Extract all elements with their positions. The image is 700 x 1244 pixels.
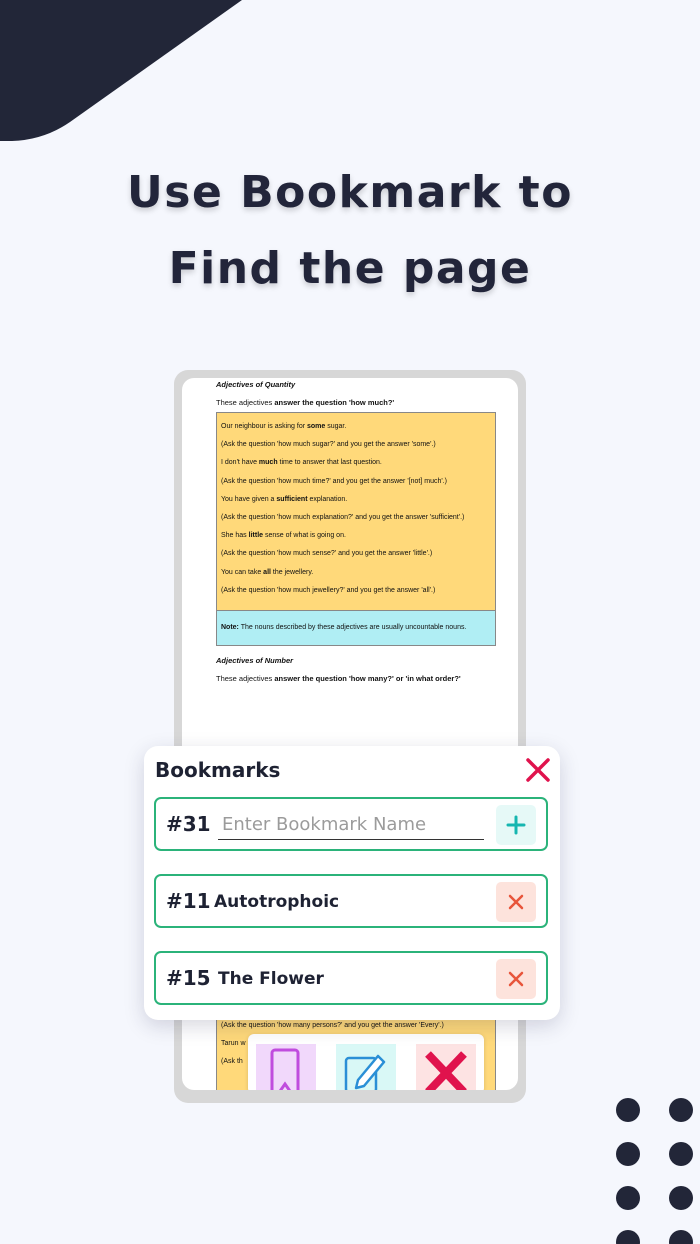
examples-box [217,413,495,610]
headline-line-1: Use Bookmark to [127,167,573,218]
intro-bold: answer the question 'how much?' [274,398,395,407]
example-text: (Ask the question 'how much jewellery?' and you get the answer 'all'.) [221,586,436,594]
new-bookmark-row [154,797,548,851]
bookmark-item[interactable] [154,951,548,1005]
decorative-corner-shape [0,0,245,145]
section-heading-2: Adjectives of Number [216,656,294,665]
example-line [221,496,347,503]
delete-bookmark-button[interactable] [496,882,536,922]
close-icon [524,756,552,784]
example-bold: some [307,423,326,430]
bookmark-page-number: #11 [166,889,211,913]
bookmark-item[interactable] [154,874,548,928]
headline-line-2: Find the page [168,243,532,294]
example-text-end: sugar. [325,423,347,430]
section-intro-2 [216,674,461,683]
bookmark-name: The Flower [218,969,324,989]
example-text: (Ask the question 'how much sense?' and you get the answer 'little'.) [221,550,433,558]
page-toolbar [248,1034,484,1090]
example-text-end: explanation. [307,495,348,503]
example-line: (Ask th [221,1058,243,1065]
example-line [221,459,382,466]
example-bold: all [263,568,271,576]
intro-bold-2: answer the question 'how many?' or 'in what order?' [274,674,461,683]
delete-tool-button[interactable] [416,1044,476,1090]
bookmarks-title: Bookmarks [155,758,281,782]
example-text: (Ask the question 'how much sugar?' and you get the answer 'some'.) [221,441,436,449]
bookmark-name: Autotrophoic [214,892,340,912]
example-line [221,532,346,539]
example-line [221,423,346,430]
intro-text: These adjectives [216,398,275,407]
bookmark-name-input[interactable] [218,809,484,840]
example-text-end: sense of what is going on. [263,532,346,540]
example-line [221,441,436,448]
example-line [221,478,447,485]
close-icon [508,894,524,910]
example-bold: much [258,459,278,467]
example-line [221,550,432,557]
note-text: The nouns described by these adjectives are usually uncountable nouns. [238,624,467,631]
edit-icon [336,1044,396,1090]
delete-bookmark-button[interactable] [496,959,536,999]
example-bold: little [248,532,264,540]
decorative-dots [616,1098,700,1244]
example-text: Our neighbour is asking for [221,423,307,430]
example-line: (Ask the question 'how many persons?' and you get the answer 'Every'.) [221,1022,444,1029]
example-line: Tarun w [221,1040,246,1047]
new-bookmark-page-number: #31 [166,812,211,836]
close-icon [508,971,524,987]
intro-text-2: These adjectives [216,674,275,683]
bookmarks-dialog [144,746,560,1020]
example-line [221,587,435,594]
bookmark-page-number: #15 [166,966,211,990]
note-box [217,610,495,645]
example-text: She has [221,532,249,540]
examples-table [216,412,496,646]
note-label: Note: [221,624,239,631]
example-text: (Ask the question 'how much explanation?' and you get the answer 'sufficient'.) [221,514,465,521]
example-text: I don't have [221,459,259,467]
example-text: You have given a [221,495,277,503]
example-text: You can take [221,568,264,576]
close-dialog-button[interactable] [524,756,552,784]
example-line [221,514,464,521]
section-intro [216,398,394,407]
add-bookmark-button[interactable] [496,805,536,845]
section-heading: Adjectives of Quantity [216,380,296,389]
bookmark-tool-button[interactable] [256,1044,316,1090]
example-text-end: time to answer that last question. [277,459,382,467]
bookmark-icon [256,1044,316,1090]
example-text-end: the jewellery. [270,568,314,576]
example-text: (Ask the question 'how much time?' and you get the answer '[not] much'.) [221,477,447,485]
example-bold: sufficient [276,495,308,503]
example-line [221,569,313,576]
plus-icon [506,815,526,835]
headline [0,155,700,307]
delete-icon [416,1044,476,1090]
edit-tool-button[interactable] [336,1044,396,1090]
